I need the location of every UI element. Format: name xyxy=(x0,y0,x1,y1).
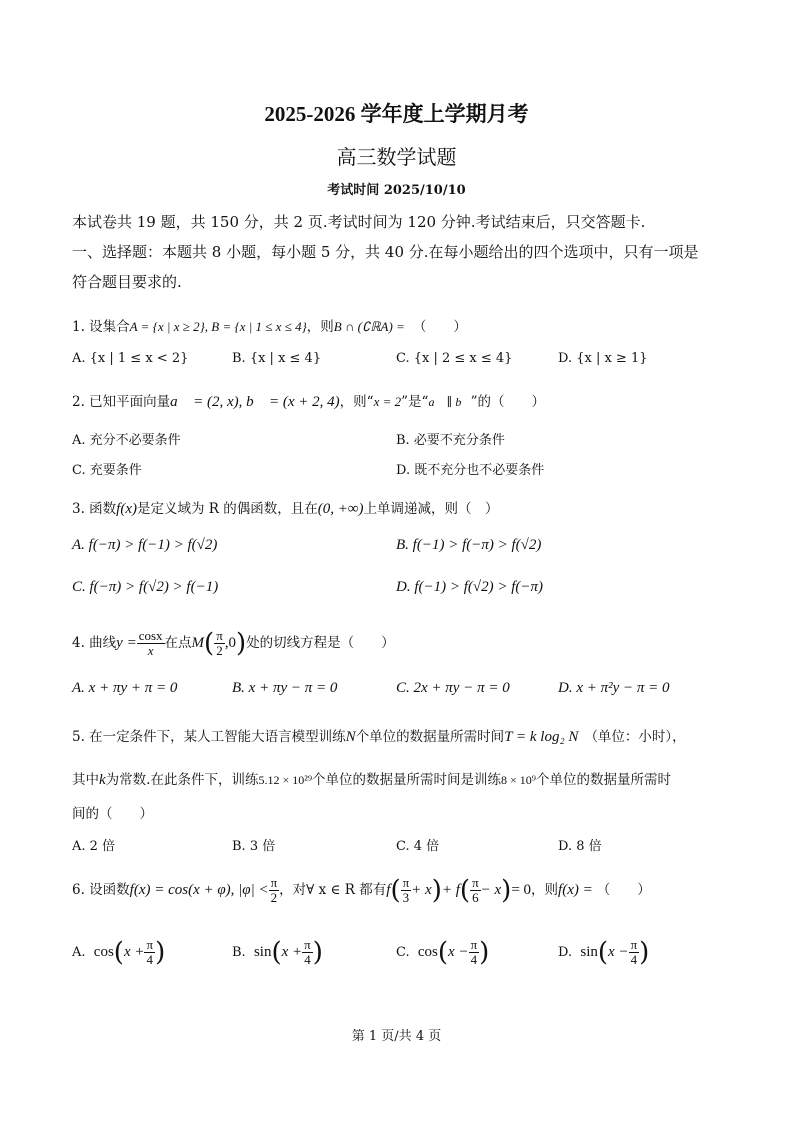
equals-zero: = 0 xyxy=(511,882,532,898)
option-letter: B. xyxy=(232,945,246,960)
question-2-mid2: ”是“ xyxy=(401,394,429,410)
option-5d: D. 8 倍 xyxy=(558,839,602,854)
fraction-numerator: π xyxy=(304,937,311,952)
option-1c: C. {x | 2 ≤ x ≤ 4} xyxy=(396,351,513,366)
arg-2-tail: − x xyxy=(480,882,502,898)
pi-over-4 xyxy=(302,938,313,967)
question-6-fx: f(x) = xyxy=(558,882,593,898)
variable-k: k xyxy=(99,772,106,788)
question-2-prefix: 2. 已知平面向量 xyxy=(72,394,171,410)
question-4-mid: 在点 xyxy=(164,635,192,651)
option-3a: A. f(−π) > f(−1) > f(√2) xyxy=(72,537,218,553)
option-3c: C. f(−π) > f(√2) > f(−1) xyxy=(72,579,219,595)
fraction-numerator: π xyxy=(630,937,638,952)
fraction-denominator: 2 xyxy=(270,890,278,905)
question-6-prefix: 6. 设函数 xyxy=(72,882,130,898)
section-1-instructions-line2: 符合题目要求的. xyxy=(72,273,182,291)
question-5-line2-prefix: 其中 xyxy=(72,772,99,788)
question-6-mid: ，对∀ x ∈ R 都有 xyxy=(279,882,387,898)
option-letter: A. xyxy=(72,945,86,960)
question-2-tail: ”的（ ） xyxy=(470,394,546,410)
fraction-denominator: 4 xyxy=(630,952,638,967)
point-label: M xyxy=(191,635,205,651)
option-3b: B. f(−1) > f(−π) > f(√2) xyxy=(396,537,542,553)
arg-1-tail: + x xyxy=(411,882,432,898)
trig-function: sin xyxy=(253,944,272,960)
question-6: 6. 设函数f(x) = cos(x + φ), |φ| < $\frac{\pi}{2}$ ，对∀ x ∈ R 都有f( $\frac{\pi}{3}$ + x)+ f( $\frac{\pi}{6}$ − x)= 0，则f(x) = （ ） xyxy=(72,875,651,906)
fraction-numerator: π xyxy=(402,875,410,890)
question-3-interval: (0, +∞) xyxy=(317,501,364,517)
fraction-numerator: π xyxy=(270,875,278,890)
option-4d: D. x + π²y − π = 0 xyxy=(558,680,670,696)
pi-over-3 xyxy=(401,876,412,905)
question-3 xyxy=(72,497,499,518)
question-5-unit: （单位：小时）， xyxy=(584,729,686,745)
answer-bracket: （ ） xyxy=(596,882,651,898)
option-6c: C. cos(x − $\frac{\pi}{4}$ ) xyxy=(396,937,490,968)
f-symbol: f xyxy=(386,882,391,898)
point-tail: ,0 xyxy=(224,635,237,651)
question-1-prefix: 1. 设集合 xyxy=(72,319,130,335)
fraction-denominator: 2 xyxy=(216,643,223,658)
question-5-line2-mid: 为常数.在此条件下，训练 xyxy=(105,772,259,788)
pi-over-4 xyxy=(144,938,155,967)
point-fraction xyxy=(214,629,225,658)
question-1-mid: ，则 xyxy=(306,319,334,335)
option-1d: D. {x | x ≥ 1} xyxy=(558,351,648,366)
question-2 xyxy=(72,390,545,411)
question-1-sets: A = {x | x ≥ 2}, B = {x | 1 ≤ x ≤ 4} xyxy=(129,319,307,334)
exam-time: 考试时间 2025/10/10 xyxy=(327,183,466,198)
trig-argument: x − xyxy=(608,944,629,960)
fraction-numerator: cosx xyxy=(138,628,163,643)
option-5c: C. 4 倍 xyxy=(396,839,440,854)
option-letter: C. xyxy=(396,945,410,960)
option-2b: B. 必要不充分条件 xyxy=(396,433,505,448)
question-5-mid: 个单位的数据量所需时间 xyxy=(355,729,505,745)
function-definition: f(x) = cos(x + φ), |φ| < xyxy=(129,882,269,898)
option-2c: C. 充要条件 xyxy=(72,463,142,478)
trig-argument: x + xyxy=(281,944,303,960)
time-formula: T = k log₂ N xyxy=(504,729,579,745)
option-4a: A. x + πy + π = 0 xyxy=(72,680,178,696)
fraction-numerator: π xyxy=(146,937,154,952)
option-6a: A. cos(x + $\frac{\pi}{4}$ ) xyxy=(72,937,166,968)
question-5-line2-mid2: 个单位的数据量所需时间是训练 xyxy=(312,772,502,788)
fraction-denominator: 4 xyxy=(146,952,154,967)
fraction-numerator: π xyxy=(470,937,478,952)
question-3-fx: f(x) xyxy=(116,501,137,517)
option-1a: A. {x | 1 ≤ x < 2} xyxy=(72,351,189,366)
trig-function: sin xyxy=(580,944,598,960)
trig-argument: x − xyxy=(448,944,469,960)
question-3-mid: 是定义域为 R 的偶函数，且在 xyxy=(137,501,318,517)
question-4-lhs: y = xyxy=(116,635,137,651)
exam-subtitle: 高三数学试题 xyxy=(336,145,457,169)
question-6-mid2: ，则 xyxy=(531,882,559,898)
fraction-denominator: 4 xyxy=(470,952,478,967)
question-2-condition: x = 2 xyxy=(373,394,402,409)
option-letter: D. xyxy=(558,945,573,960)
question-4: 4. 曲线y = $\frac{\cos x}{x}$ 在点M( $\frac{\pi}{2}$ ,0)处的切线方程是（ ） xyxy=(72,628,395,659)
option-1b: B. {x | x ≤ 4} xyxy=(232,351,322,366)
fraction-denominator: 6 xyxy=(472,890,479,905)
question-4-fraction xyxy=(137,629,165,658)
phi-bound-fraction xyxy=(269,876,280,905)
trig-argument: x + xyxy=(123,944,145,960)
answer-bracket: （ ） xyxy=(412,319,467,335)
question-4-tail: 处的切线方程是（ ） xyxy=(246,635,395,651)
exam-title: 2025-2026 学年度上学期月考 xyxy=(264,102,529,126)
question-2-mid: ，则“ xyxy=(339,394,374,410)
question-3-prefix: 3. 函数 xyxy=(72,501,117,517)
fraction-denominator: x xyxy=(147,643,154,658)
option-6b: B. sin(x + $\frac{\pi}{4}$ ) xyxy=(232,937,323,968)
option-5a: A. 2 倍 xyxy=(72,839,116,854)
option-3d: D. f(−1) > f(√2) > f(−π) xyxy=(396,579,544,595)
page-footer: 第 1 页/共 4 页 xyxy=(351,1029,442,1044)
question-5-line-2 xyxy=(72,768,671,789)
option-2a: A. 充分不必要条件 xyxy=(72,433,181,448)
question-5-line2-tail: 个单位的数据量所需时 xyxy=(535,772,671,788)
quantity-1: 5.12 × 10²⁹ xyxy=(258,773,313,787)
pi-over-4 xyxy=(469,938,480,967)
fraction-denominator: 4 xyxy=(304,952,311,967)
quantity-2: 8 × 10⁹ xyxy=(501,773,536,787)
question-2-vectors: a⃗ = (2, x), b⃗ = (x + 2, 4) xyxy=(170,394,340,410)
question-5-prefix: 5. 在一定条件下，某人工智能大语言模型训练 xyxy=(72,729,346,745)
option-5b: B. 3 倍 xyxy=(232,839,276,854)
variable-n: N xyxy=(345,729,356,745)
question-1 xyxy=(72,315,467,335)
exam-intro: 本试卷共 19 题，共 150 分，共 2 页.考试时间为 120 分钟.考试结束后，只交答题卡. xyxy=(72,213,646,231)
option-6d: D. sin(x − $\frac{\pi}{4}$ ) xyxy=(558,937,650,968)
question-1-expression: B ∩ (∁ℝA) = xyxy=(333,319,405,334)
plus-f: + f xyxy=(441,882,460,898)
pi-over-6 xyxy=(470,876,481,905)
fraction-numerator: π xyxy=(472,875,479,890)
section-1-instructions-line1: 一、选择题：本题共 8 小题，每小题 5 分，共 40 分.在每小题给出的四个选项中，只有一项是 xyxy=(72,243,699,261)
trig-function: cos xyxy=(93,944,114,960)
fraction-denominator: 3 xyxy=(402,890,410,905)
question-5-line-1 xyxy=(72,725,686,746)
option-4c: C. 2x + πy − π = 0 xyxy=(396,680,510,696)
option-2d: D. 既不充分也不必要条件 xyxy=(396,463,545,478)
fraction-numerator: π xyxy=(216,628,223,643)
trig-function: cos xyxy=(417,944,438,960)
option-4b: B. x + πy − π = 0 xyxy=(232,680,338,696)
pi-over-4 xyxy=(629,938,640,967)
question-5-line-3: 间的（ ） xyxy=(72,806,153,822)
question-2-parallel: a⃗ ∥ b⃗ xyxy=(428,395,471,409)
question-4-prefix: 4. 曲线 xyxy=(72,635,117,651)
question-3-tail: 上单调递减，则（ ） xyxy=(363,501,499,517)
